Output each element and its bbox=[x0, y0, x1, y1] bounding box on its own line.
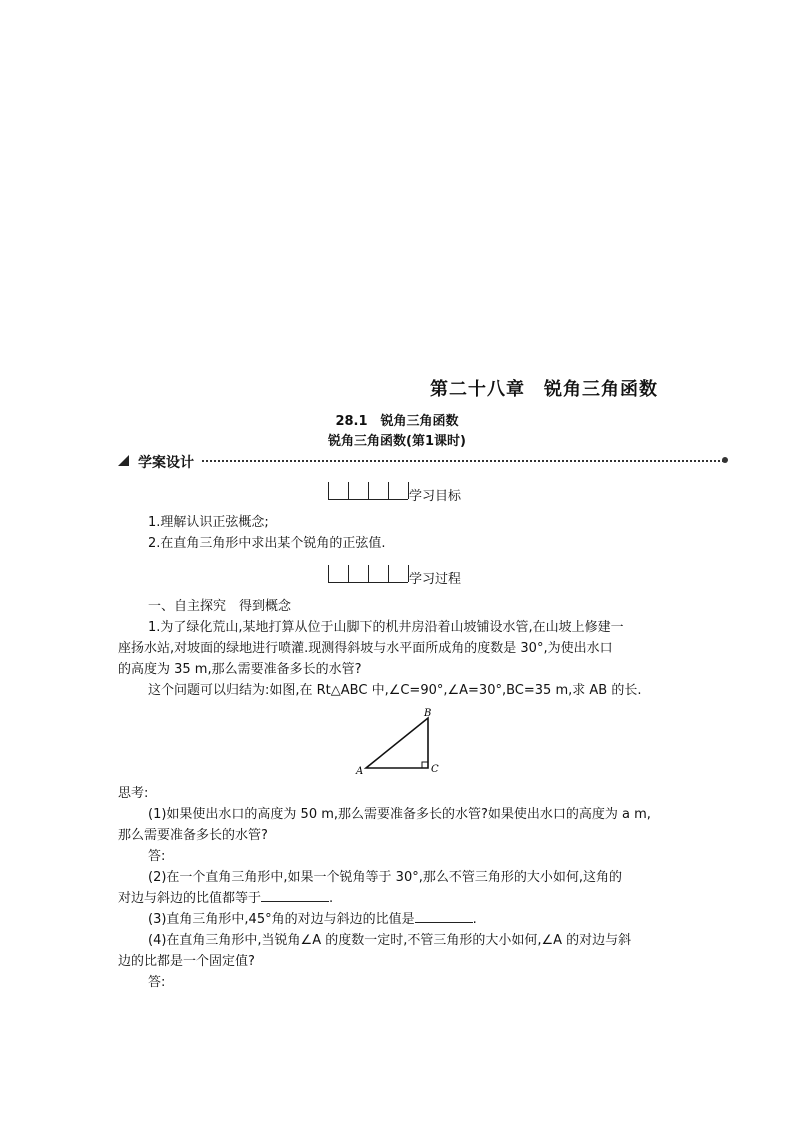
banner-rule-end-dot bbox=[722, 457, 728, 463]
objective-item: 1.理解认识正弦概念; bbox=[148, 515, 269, 530]
question-3-text: (3)直角三角形中,45°角的对边与斜边的比值是 bbox=[148, 912, 415, 927]
banner-dotted-rule bbox=[202, 460, 724, 462]
answer-blank[interactable] bbox=[415, 910, 473, 923]
triangle-corner-icon bbox=[118, 455, 129, 466]
question-2-text: 对边与斜边的比值都等于 bbox=[118, 891, 262, 906]
vertex-label-b: B bbox=[424, 708, 432, 719]
objectives-heading-label: 学习目标 bbox=[409, 489, 462, 504]
answer-blank[interactable] bbox=[261, 889, 329, 902]
question-2-line: (2)在一个直角三角形中,如果一个锐角等于 30°,那么不管三角形的大小如何,这角的 bbox=[148, 870, 622, 885]
section-title: 28.1 锐角三角函数 bbox=[335, 414, 459, 429]
triangle-abc bbox=[366, 718, 428, 768]
question-4-line: 边的比都是一个固定值? bbox=[118, 954, 255, 969]
right-triangle-figure bbox=[352, 708, 448, 778]
part-title: 一、自主探究 得到概念 bbox=[148, 599, 292, 614]
question-2-line bbox=[118, 889, 678, 909]
period: . bbox=[472, 912, 477, 927]
vertex-label-a: A bbox=[356, 766, 364, 777]
lesson-title: 锐角三角函数(第1课时) bbox=[328, 434, 466, 449]
heading-tick-box bbox=[328, 565, 408, 583]
problem-line: 的高度为 35 m,那么需要准备多长的水管? bbox=[118, 662, 362, 677]
process-heading-label: 学习过程 bbox=[409, 572, 462, 587]
process-heading bbox=[328, 565, 468, 587]
question-1-line: (1)如果使出水口的高度为 50 m,那么需要准备多长的水管?如果使出水口的高度为 a m, bbox=[148, 807, 651, 822]
period: . bbox=[329, 891, 334, 906]
banner-label: 学案设计 bbox=[138, 455, 194, 471]
heading-tick-box bbox=[328, 482, 408, 500]
objective-item: 2.在直角三角形中求出某个锐角的正弦值. bbox=[148, 536, 386, 551]
answer-label: 答: bbox=[148, 975, 166, 990]
question-4-line: (4)在直角三角形中,当锐角∠A 的度数一定时,不管三角形的大小如何,∠A 的对边与斜 bbox=[148, 933, 632, 948]
problem-line: 座扬水站,对坡面的绿地进行喷灌.现测得斜坡与水平面所成角的度数是 30°,为使出水口 bbox=[118, 641, 613, 656]
vertex-label-c: C bbox=[431, 764, 439, 775]
think-label: 思考: bbox=[118, 786, 149, 801]
chapter-title: 第二十八章 锐角三角函数 bbox=[430, 379, 658, 400]
question-3-line bbox=[148, 910, 708, 930]
restated-problem: 这个问题可以归结为:如图,在 Rt△ABC 中,∠C=90°,∠A=30°,BC=35 m,求 AB 的长. bbox=[148, 683, 642, 698]
objectives-heading bbox=[328, 482, 468, 504]
question-1-line: 那么需要准备多长的水管? bbox=[118, 828, 268, 843]
right-angle-marker bbox=[422, 762, 428, 768]
problem-line: 1.为了绿化荒山,某地打算从位于山脚下的机井房沿着山坡铺设水管,在山坡上修建一 bbox=[148, 620, 624, 635]
study-plan-banner bbox=[118, 452, 728, 470]
answer-label: 答: bbox=[148, 849, 166, 864]
